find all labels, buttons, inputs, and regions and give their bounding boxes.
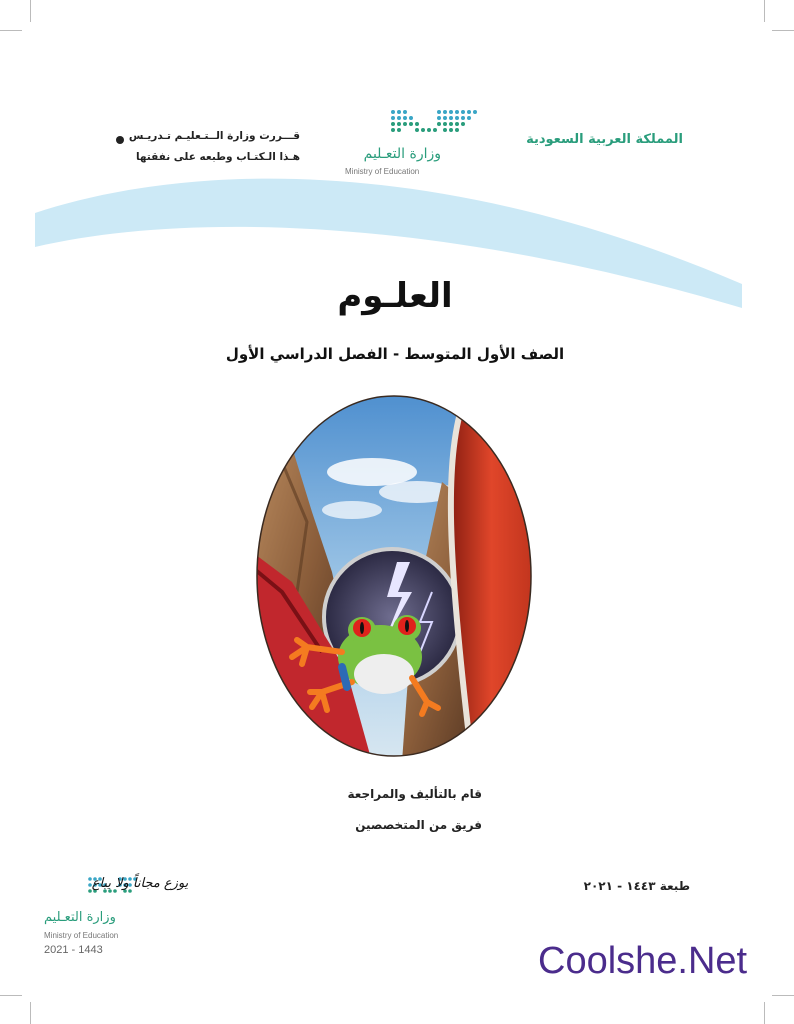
ministry-name-en: Ministry of Education (345, 167, 420, 176)
footer-ministry-name-en: Ministry of Education (44, 931, 119, 940)
book-title: العلـوم (337, 276, 453, 316)
crop-mark (764, 1002, 765, 1024)
kingdom-label: المملكة العربية السعودية (526, 132, 683, 147)
footer-ministry-name-ar: وزارة التعـليم (44, 910, 116, 925)
curved-band (0, 0, 794, 320)
edition-label: طبعة ١٤٤٣ - ٢٠٢١ (583, 879, 690, 893)
crop-mark (0, 995, 22, 996)
crop-mark (30, 1002, 31, 1024)
credit-authoring: قام بالتأليف والمراجعة (347, 787, 482, 801)
book-subtitle: الصف الأول المتوسط - الفصل الدراسي الأول (225, 345, 565, 363)
decree-line-2: هـذا الـكتـاب وطبعه على نفقتها (135, 151, 300, 163)
frog-canyon-illustration (252, 392, 552, 762)
watermark-text: Coolshe.Net (538, 940, 748, 982)
footer-year: 2021 - 1443 (44, 944, 103, 956)
distribution-note: يوزع مجاناً ولا يباع (91, 876, 189, 891)
ministry-name-ar: وزارة التعـليم (363, 146, 441, 162)
credit-team: فريق من المتخصصين (355, 818, 482, 832)
decree-line-1: قـــررت وزارة الــتـعليـم تـدريـس (128, 130, 300, 142)
crop-mark (772, 995, 794, 996)
